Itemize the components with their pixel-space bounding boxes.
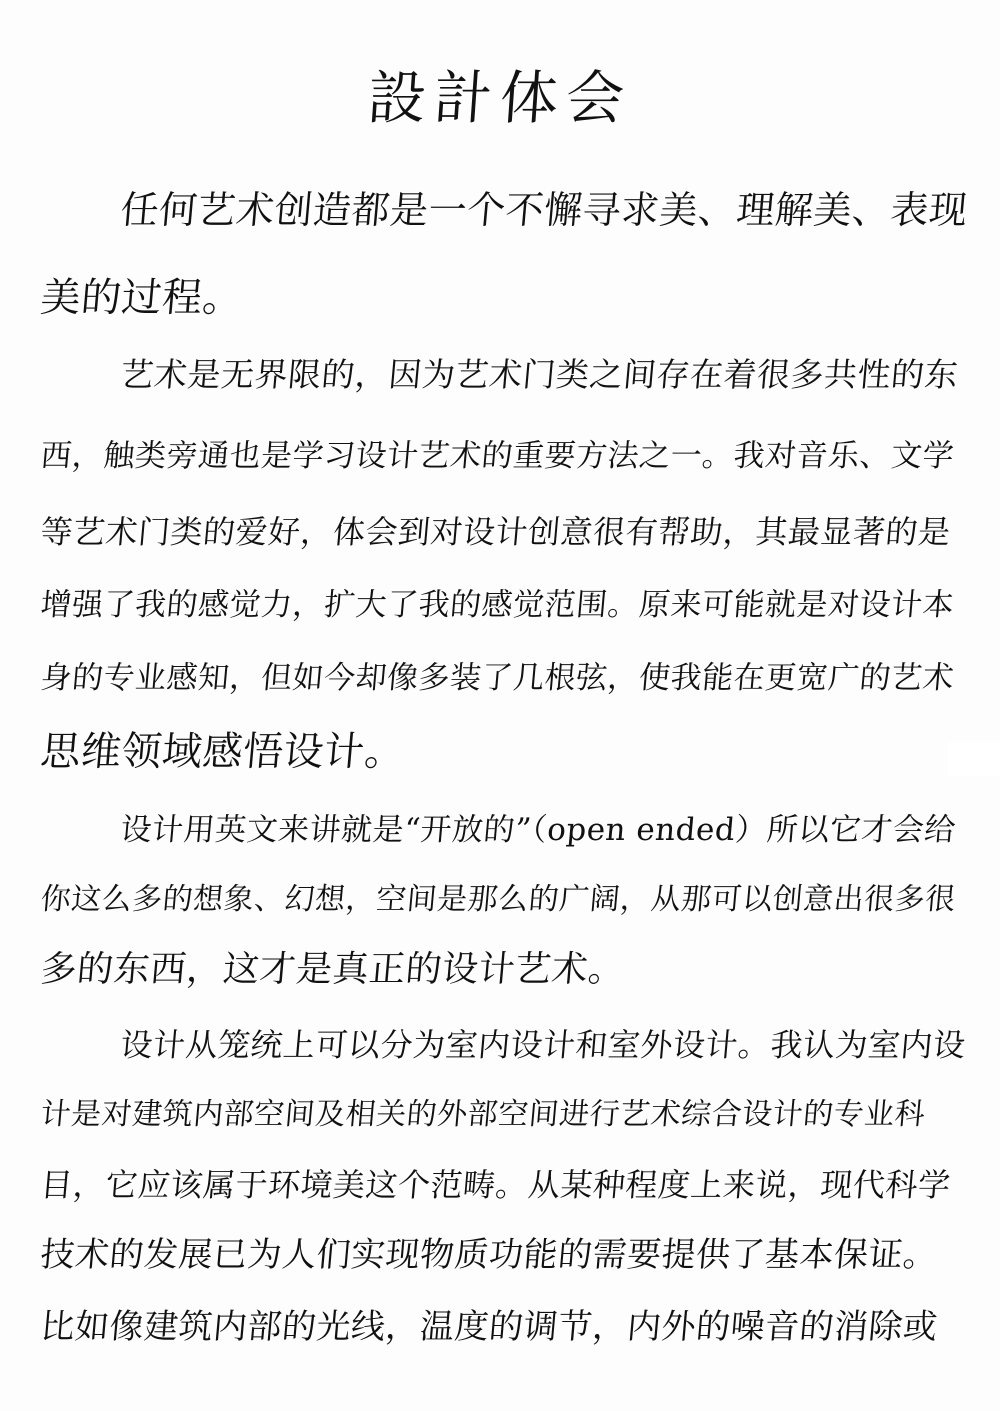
text-line-5: 等艺术门类的爱好，体会到对设计创意很有帮助，其最显著的是 xyxy=(38,513,953,551)
text-line-9: 设计用英文来讲就是“开放的”（open ended）所以它才会给 xyxy=(119,812,958,848)
text-line-8: 思维领域感悟设计。 xyxy=(38,729,408,775)
text-line-14: 目，它应该属于环境美这个范畴。从某种程度上来说，现代科学 xyxy=(38,1166,953,1204)
text-line-11: 多的东西，这才是真正的设计艺术。 xyxy=(38,949,627,990)
text-line-1: 任何艺术创造都是一个不懈寻求美、理解美、表现 xyxy=(118,188,970,232)
text-line-2: 美的过程。 xyxy=(38,275,246,321)
text-line-12: 设计从笼统上可以分为室内设计和室外设计。我认为室内设 xyxy=(118,1026,968,1064)
text-line-7: 身的专业感知，但如今却像多装了几根弦，使我能在更宽广的艺术 xyxy=(39,660,956,696)
text-line-4: 西，触类旁通也是学习设计艺术的重要方法之一。我对音乐、文学 xyxy=(39,438,956,474)
text-line-6: 增强了我的感觉力，扩大了我的感觉范围。原来可能就是对设计本 xyxy=(39,587,956,623)
text-line-15: 技术的发展已为人们实现物质功能的需要提供了基本保证。 xyxy=(38,1235,940,1275)
page-title: 設計体会 xyxy=(365,64,635,132)
text-line-10: 你这么多的想象、幻想，空间是那么的广阔，从那可以创意出很多很 xyxy=(39,882,958,917)
paper-fragment xyxy=(948,742,1000,776)
text-line-3: 艺术是无界限的，因为艺术门类之间存在着很多共性的东 xyxy=(118,355,960,394)
text-line-16: 比如像建筑内部的光线，温度的调节，内外的噪音的消除或 xyxy=(38,1307,940,1347)
text-line-13: 计是对建筑内部空间及相关的外部空间进行艺术综合设计的专业科 xyxy=(39,1097,927,1132)
